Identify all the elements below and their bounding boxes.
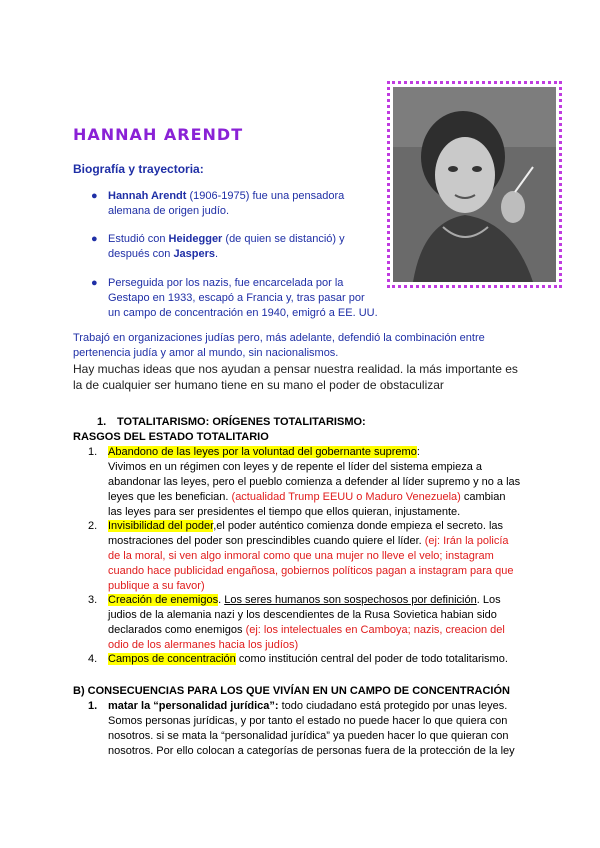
text: . xyxy=(218,594,225,606)
text: un campo de concentración en 1940, emigró a EE. UU. xyxy=(108,307,378,319)
highlight: Abandono de las leyes por la voluntad del gobernante supremo xyxy=(108,446,417,458)
text: Hay muchas ideas que nos ayudan a pensar nuestra realidad. la más importante es xyxy=(73,362,518,376)
red-example: publique a su favor) xyxy=(108,580,205,592)
red-example: cuando hace publicidad engañosa, gobiernos políticos pagan a instagram para que xyxy=(108,565,514,577)
list-item-1 xyxy=(88,445,521,520)
red-example: (actualidad Trump EEUU o Maduro Venezuela) xyxy=(231,491,461,503)
red-example: (ej: los intelectuales en Camboya; nazis, creacion del xyxy=(245,624,505,636)
text: Estudió con xyxy=(108,233,169,245)
biography-heading: Biografía y trayectoria: xyxy=(73,162,204,176)
text: pertenencia judía y amor al mundo, sin nacionalismos. xyxy=(73,347,339,359)
item-number: 4. xyxy=(88,653,98,665)
paragraph-organizations xyxy=(73,331,485,361)
text: Somos personas jurídicas, y por tanto el estado no puede hacer lo que quiera con xyxy=(108,715,508,727)
text: nosotros. Por ello colocan a categorías de personas fuera de la protección de la ley xyxy=(108,745,515,757)
text: las leyes para ser presidentes el tiempo que ellos quieran, injustamente. xyxy=(108,506,461,518)
section-number: 1. xyxy=(97,416,107,428)
name-bold: Hannah Arendt xyxy=(108,190,187,202)
highlight: Campos de concentración xyxy=(108,653,236,665)
text: todo ciudadano está protegido por unas leyes. xyxy=(278,700,508,712)
page-title: HANNAH ARENDT xyxy=(73,125,244,144)
item-number: 1. xyxy=(88,446,98,458)
heidegger-bold: Heidegger xyxy=(168,233,223,245)
text: cambian xyxy=(460,491,506,503)
red-example: odio de los alermanes hacia los judíos) xyxy=(108,639,299,651)
text: Gestapo en 1933, escapó a Francia y, tras pasar por xyxy=(108,292,365,304)
text: Vivimos en un régimen con leyes y de repente el líder del sistema empieza a xyxy=(108,461,482,473)
text: judios de la alemania nazi y los descendientes de la Rusa Sovietica habian sido xyxy=(108,609,497,621)
portrait-photo-frame xyxy=(387,81,562,288)
highlight: Creación de enemigos xyxy=(108,594,219,606)
list-item-2 xyxy=(88,519,514,594)
section2-heading: B) CONSECUENCIAS PARA LOS QUE VIVÍAN EN UN CAMPO DE CONCENTRACIÓN xyxy=(73,685,510,697)
portrait-illustration xyxy=(393,87,556,282)
highlight: Invisibilidad del poder xyxy=(108,520,214,532)
bullet-dot: ● xyxy=(91,190,98,202)
text: (de quien se distanció) y xyxy=(222,233,345,245)
item-number: 3. xyxy=(88,594,98,606)
list-item-3 xyxy=(88,593,505,653)
text: Trabajó en organizaciones judías pero, más adelante, defendió la combinación entre xyxy=(73,332,485,344)
item-number: 1. xyxy=(88,700,98,712)
text: abandonar las leyes, pero el pueblo comienza a defender al líder supremo y no a las xyxy=(108,476,521,488)
portrait-photo xyxy=(393,87,556,282)
bullet-item-1 xyxy=(91,189,345,219)
red-example: (ej: Irán la policía xyxy=(424,535,509,547)
text: leyes que les benefician. xyxy=(108,491,232,503)
bold-term: matar la “personalidad jurídica”: xyxy=(108,700,279,712)
bullet-dot: ● xyxy=(91,233,98,245)
text: Perseguida por los nazis, fue encarcelada por la xyxy=(108,277,344,289)
text: . Los xyxy=(476,594,501,606)
text: declarados como enemigos xyxy=(108,624,246,636)
text: ,el poder auténtico comienza donde empieza el secreto. las xyxy=(213,520,504,532)
section1-subheading: RASGOS DEL ESTADO TOTALITARIO xyxy=(73,431,269,443)
underlined-text: Los seres humanos son sospechosos por definición xyxy=(224,594,477,606)
text: mostraciones del poder son prescindibles cuando quiere el líder. xyxy=(108,535,425,547)
text: : xyxy=(416,446,420,458)
red-example: de la moral, si ven algo inmoral como que una mujer no lleve el velo; instagram xyxy=(108,550,494,562)
bullet-item-3 xyxy=(91,276,378,321)
text: . xyxy=(215,248,219,260)
paragraph-ideas xyxy=(73,361,518,393)
section1-heading xyxy=(97,415,366,430)
text: (1906-1975) fue una pensadora xyxy=(186,190,345,202)
text: después con xyxy=(108,248,174,260)
text: TOTALITARISMO: ORÍGENES TOTALITARISMO: xyxy=(117,416,366,428)
text: como institución central del poder de todo totalitarismo. xyxy=(235,653,508,665)
section2-list-item-1 xyxy=(88,699,515,759)
jaspers-bold: Jaspers xyxy=(173,248,216,260)
bullet-item-2 xyxy=(91,232,345,262)
text: la de cualquier ser humano tiene en su mano el poder de obstaculizar xyxy=(73,378,444,392)
item-number: 2. xyxy=(88,520,98,532)
list-item-4 xyxy=(88,652,508,667)
bullet-dot: ● xyxy=(91,277,98,289)
text: nosotros. si se mata la “personalidad jurídica” ya pueden hacer lo que quieran con xyxy=(108,730,509,742)
text: alemana de origen judío. xyxy=(108,205,230,217)
